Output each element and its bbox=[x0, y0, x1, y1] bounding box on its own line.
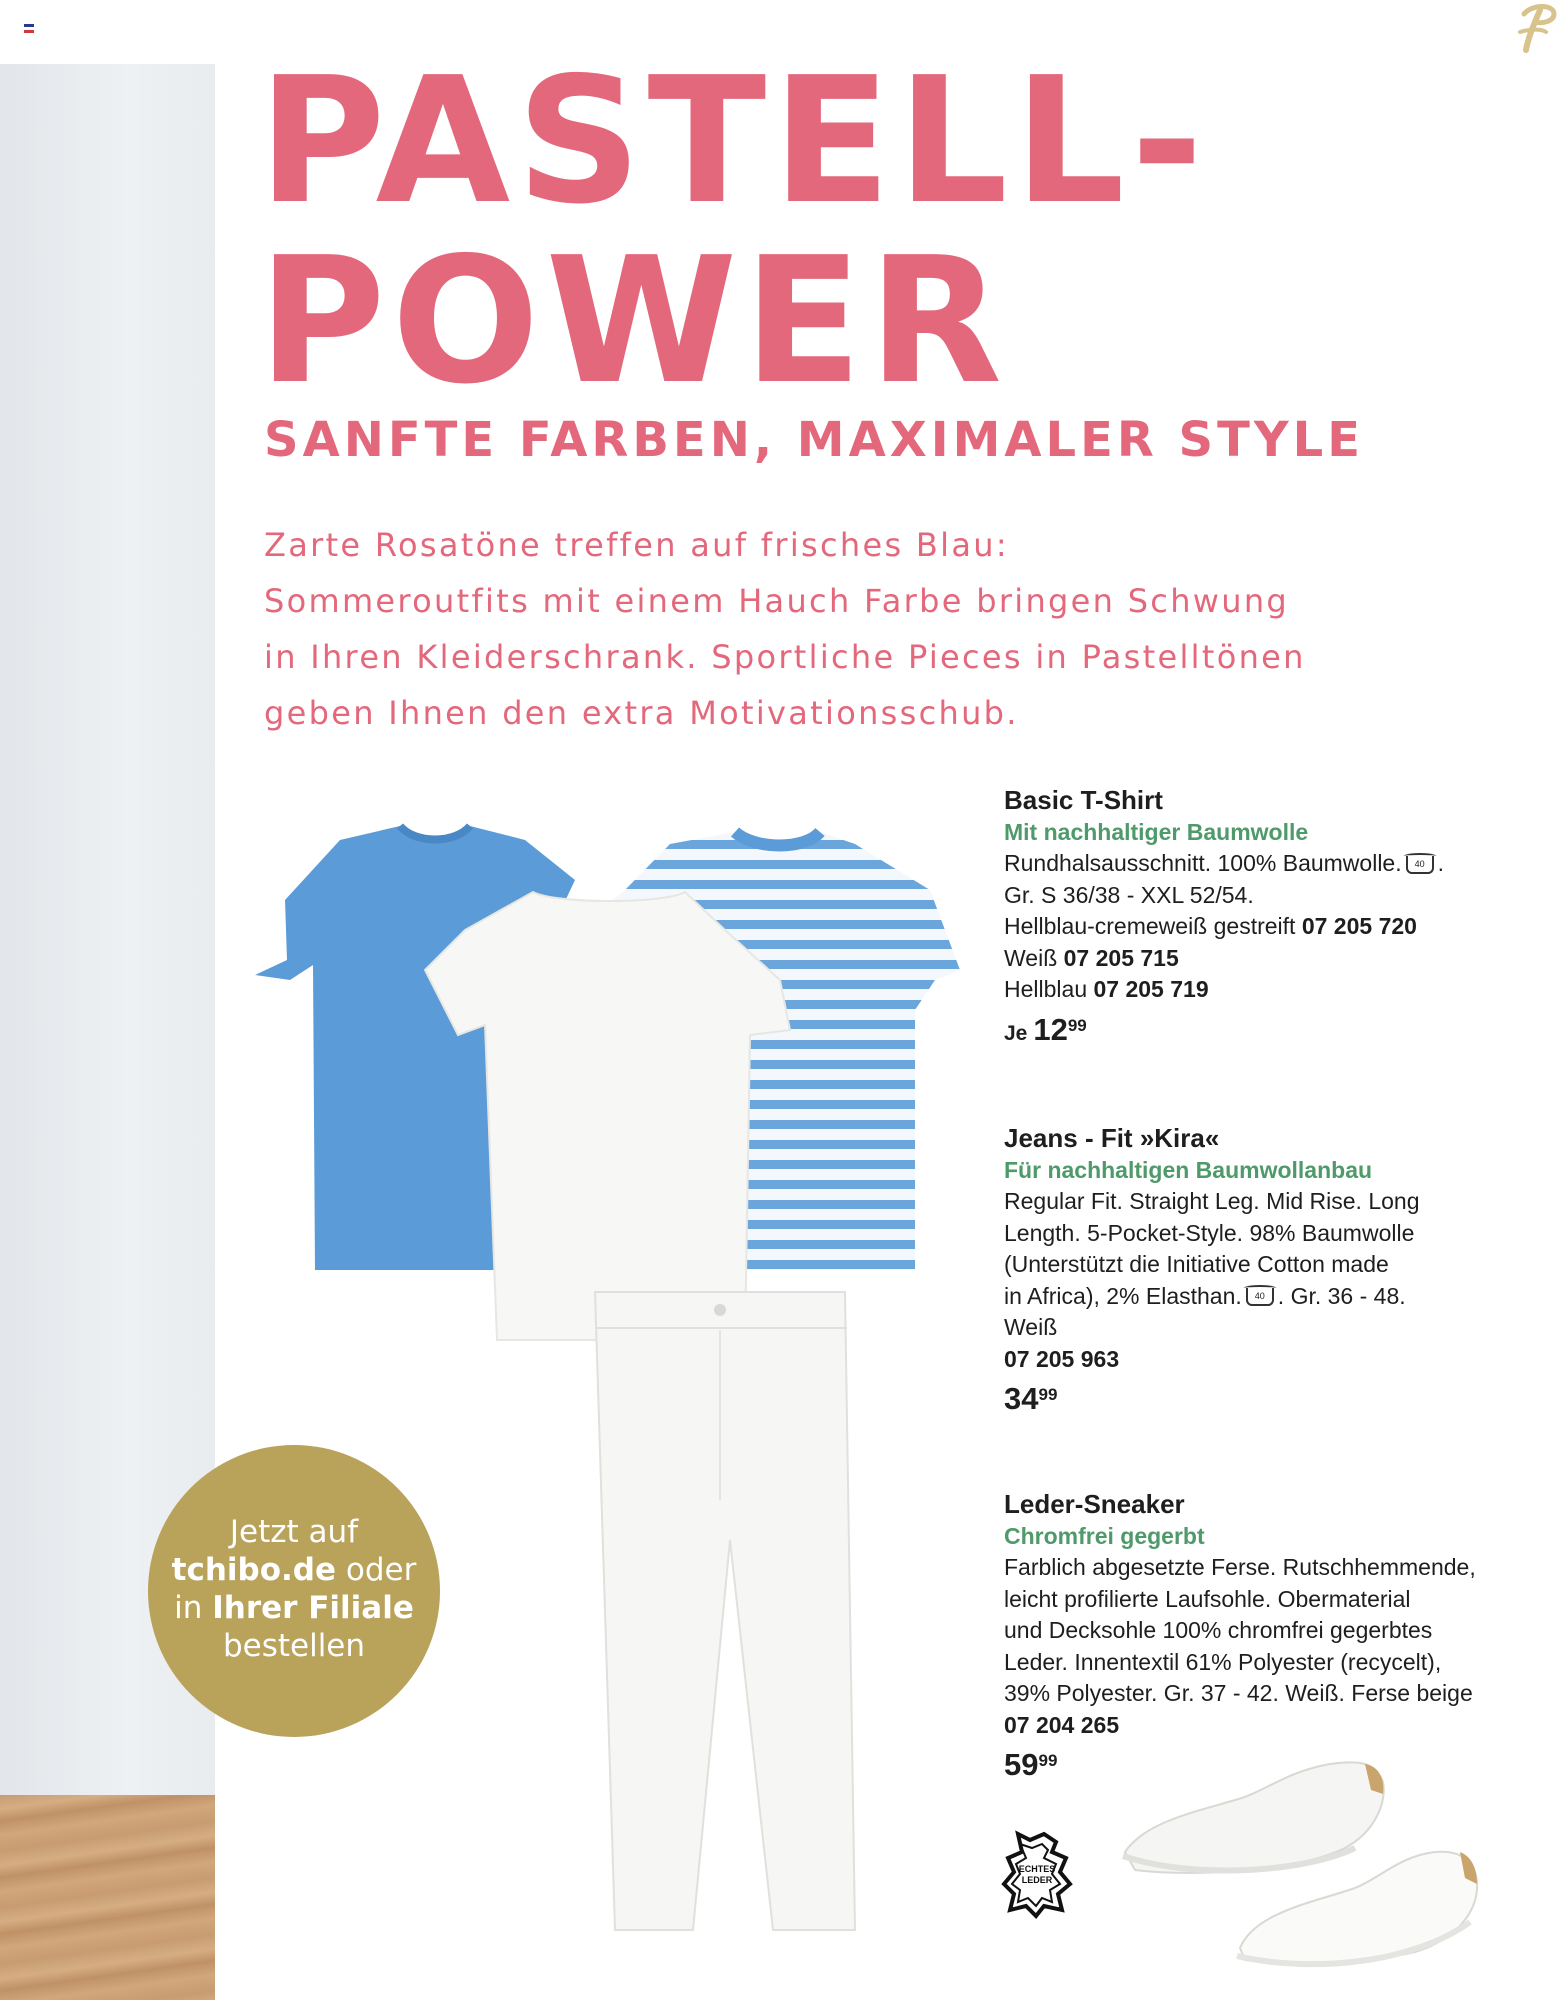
product-description-text: Rundhalsausschnitt. 100% Baumwolle. bbox=[1004, 850, 1402, 876]
price-main: 12 bbox=[1033, 1011, 1068, 1047]
product-sizes: Gr. S 36/38 - XXL 52/54. bbox=[1004, 881, 1254, 908]
product-color: Weiß bbox=[1004, 1314, 1058, 1340]
price-prefix: Je bbox=[1004, 1021, 1028, 1045]
product-description-line: Regular Fit. Straight Leg. Mid Rise. Long bbox=[1004, 1188, 1420, 1214]
badge-site-suffix: oder bbox=[336, 1552, 417, 1588]
product-description-line: 39% Polyester. Gr. 37 - 42. Weiß. Ferse beige bbox=[1004, 1680, 1473, 1706]
product-variant bbox=[1004, 943, 1524, 975]
white-jeans-image bbox=[595, 1292, 855, 1930]
product-jeans bbox=[1004, 1121, 1524, 1419]
product-description-line: Leder. Innentextil 61% Polyester (recycelt), bbox=[1004, 1648, 1442, 1675]
variant-number: 07 205 720 bbox=[1301, 913, 1417, 939]
variant-number: 07 205 963 bbox=[1004, 1345, 1120, 1372]
headline-line-1: PASTELL- bbox=[258, 40, 1210, 243]
tchibo-logo-icon bbox=[1510, 2, 1560, 56]
price-cents: 99 bbox=[1038, 1385, 1058, 1404]
sneaker-back-image bbox=[1123, 1762, 1384, 1873]
leder-label-1: ECHTES bbox=[1018, 1864, 1056, 1874]
variant-number: 07 204 265 bbox=[1004, 1711, 1120, 1738]
product-description bbox=[1004, 848, 1524, 880]
product-tshirt bbox=[1004, 783, 1524, 1054]
variant-color: Weiß bbox=[1004, 944, 1058, 971]
echtes-leder-icon bbox=[1000, 1828, 1074, 1920]
badge-line: bestellen bbox=[222, 1628, 366, 1664]
price-cents: 99 bbox=[1067, 1015, 1087, 1035]
product-tagline: Für nachhaltigen Baumwollanbau bbox=[1004, 1157, 1373, 1183]
product-tagline: Chromfrei gegerbt bbox=[1004, 1523, 1205, 1549]
product-description-line: Length. 5-Pocket-Style. 98% Baumwolle bbox=[1004, 1219, 1415, 1246]
product-price bbox=[1004, 1010, 1524, 1054]
badge-prefix: in bbox=[174, 1590, 213, 1626]
price-cents: 99 bbox=[1038, 1751, 1058, 1770]
product-description-end: . bbox=[1437, 850, 1445, 876]
product-tagline: Mit nachhaltiger Baumwolle bbox=[1004, 819, 1309, 845]
product-sizes: . Gr. 36 - 48. bbox=[1277, 1282, 1406, 1309]
badge-store: Ihrer Filiale bbox=[212, 1590, 414, 1626]
product-description-line: Farblich abgesetzte Ferse. Rutschhemmende, bbox=[1004, 1554, 1476, 1580]
price-main: 34 bbox=[1004, 1381, 1039, 1416]
intro-line: Sommeroutfits mit einem Hauch Farbe bringen Schwung bbox=[264, 582, 1290, 620]
price-main: 59 bbox=[1004, 1747, 1039, 1782]
badge-line: Jetzt auf bbox=[229, 1514, 359, 1550]
product-name: Jeans - Fit »Kira« bbox=[1004, 1123, 1220, 1153]
product-sneaker bbox=[1004, 1487, 1524, 1785]
order-online-badge[interactable] bbox=[148, 1445, 440, 1737]
product-name: Leder-Sneaker bbox=[1004, 1489, 1185, 1519]
subheadline: SANFTE FARBEN, MAXIMALER STYLE bbox=[264, 412, 1364, 468]
variant-color: Hellblau-cremeweiß gestreift bbox=[1004, 913, 1296, 939]
product-description-line bbox=[1004, 1281, 1524, 1313]
variant-color: Hellblau bbox=[1004, 976, 1088, 1002]
product-description-line: und Decksohle 100% chromfrei gegerbtes bbox=[1004, 1617, 1433, 1643]
intro-line: Zarte Rosatöne treffen auf frisches Blau: bbox=[264, 526, 1009, 564]
product-description-line: (Unterstützt die Initiative Cotton made bbox=[1004, 1251, 1389, 1277]
product-variant bbox=[1004, 974, 1524, 1006]
variant-number: 07 205 719 bbox=[1093, 976, 1209, 1002]
intro-line: in Ihren Kleiderschrank. Sportliche Pieces in Pastelltönen bbox=[264, 638, 1306, 676]
product-photo-sneakers bbox=[1115, 1752, 1487, 1972]
product-name: Basic T-Shirt bbox=[1004, 785, 1163, 815]
intro-text bbox=[264, 517, 1384, 741]
intro-line: geben Ihnen den extra Motivationsschub. bbox=[264, 694, 1019, 732]
wash-40-icon: 40 bbox=[1246, 1288, 1274, 1306]
product-photo-clothes bbox=[215, 780, 985, 2000]
headline bbox=[258, 40, 1210, 423]
wash-40-icon: 40 bbox=[1406, 856, 1434, 874]
background-wood-floor bbox=[0, 1795, 215, 2000]
product-number bbox=[1004, 1344, 1524, 1376]
product-variant bbox=[1004, 911, 1524, 943]
headline-line-2: POWER bbox=[258, 220, 1009, 423]
badge-line bbox=[148, 1589, 440, 1627]
product-description-line: leicht profilierte Laufsohle. Obermaterial bbox=[1004, 1585, 1411, 1612]
badge-line bbox=[148, 1551, 440, 1589]
leder-label-2: LEDER bbox=[1021, 1875, 1053, 1885]
product-price bbox=[1004, 1379, 1524, 1419]
badge-site: tchibo.de bbox=[171, 1552, 337, 1588]
variant-number: 07 205 715 bbox=[1063, 944, 1179, 971]
product-number bbox=[1004, 1710, 1524, 1742]
flag-icon bbox=[24, 24, 34, 33]
product-description-text: in Africa), 2% Elasthan. bbox=[1004, 1282, 1242, 1309]
